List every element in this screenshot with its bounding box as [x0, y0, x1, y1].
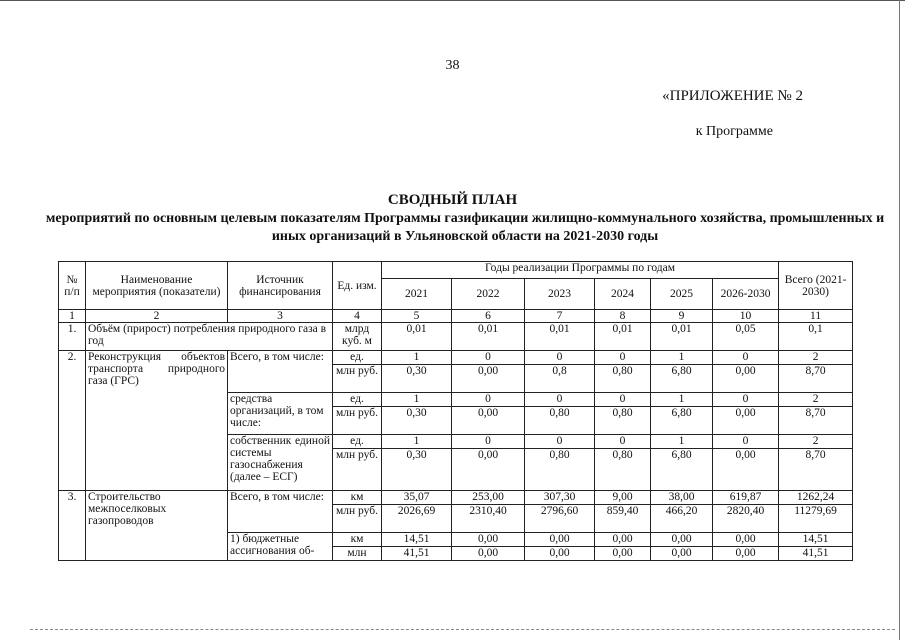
unit-cell: млн руб.: [333, 407, 382, 435]
header-year: 2025: [651, 279, 713, 310]
value-cell: 0,8: [525, 365, 595, 393]
header-name: Наименование мероприятия (показатели): [86, 262, 228, 310]
unit-cell: ед.: [333, 351, 382, 365]
column-number: 1: [59, 310, 86, 323]
column-number: 8: [595, 310, 651, 323]
table-row: [59, 491, 853, 505]
column-number: 6: [452, 310, 525, 323]
value-cell: 466,20: [651, 505, 713, 533]
value-cell: 0,00: [452, 407, 525, 435]
header-year: 2026-2030: [713, 279, 779, 310]
value-cell: 8,70: [779, 449, 853, 491]
value-cell: 6,80: [651, 365, 713, 393]
header-unit: Ед. изм.: [333, 262, 382, 310]
value-cell: 253,00: [452, 491, 525, 505]
value-cell: 14,51: [779, 533, 853, 547]
source-cell: средства организаций, в том числе:: [228, 393, 333, 435]
row-number: 1.: [59, 323, 86, 351]
value-cell: 1: [382, 393, 452, 407]
value-cell: 0,01: [525, 323, 595, 351]
value-cell: 0,80: [595, 407, 651, 435]
unit-cell: млрд куб. м: [333, 323, 382, 351]
value-cell: 35,07: [382, 491, 452, 505]
value-cell: 0: [452, 435, 525, 449]
value-cell: 0: [595, 435, 651, 449]
header-source: Источник финансирования: [228, 262, 333, 310]
value-cell: 8,70: [779, 407, 853, 435]
header-total: Всего (2021-2030): [779, 262, 853, 310]
value-cell: 0,00: [452, 533, 525, 547]
row-number: 2.: [59, 351, 86, 491]
document-subtitle: мероприятий по основным целевым показателям Программы газификации жилищно-коммунального хозяйства, промышленных и иных организаций в Ульяновской области на 2021-2030 годы: [45, 211, 885, 244]
value-cell: 1: [382, 351, 452, 365]
value-cell: 0: [713, 351, 779, 365]
value-cell: 0,30: [382, 365, 452, 393]
unit-cell: км: [333, 491, 382, 505]
page-bottom-edge: [30, 629, 895, 630]
value-cell: 0,00: [651, 547, 713, 561]
source-cell: Всего, в том числе:: [228, 491, 333, 533]
row-name: Реконструкция объектов транспорта природного газа (ГРС): [86, 351, 228, 491]
column-number: 3: [228, 310, 333, 323]
value-cell: 0,1: [779, 323, 853, 351]
value-cell: 0,00: [713, 449, 779, 491]
value-cell: 0,00: [452, 547, 525, 561]
value-cell: 2820,40: [713, 505, 779, 533]
value-cell: 41,51: [382, 547, 452, 561]
value-cell: 1262,24: [779, 491, 853, 505]
value-cell: 1: [651, 351, 713, 365]
value-cell: 0,01: [382, 323, 452, 351]
unit-cell: км: [333, 533, 382, 547]
value-cell: 619,87: [713, 491, 779, 505]
column-numbers-row: [59, 310, 853, 323]
value-cell: 0,00: [595, 547, 651, 561]
value-cell: 0,05: [713, 323, 779, 351]
value-cell: 0,00: [713, 547, 779, 561]
value-cell: 0,00: [713, 407, 779, 435]
column-number: 10: [713, 310, 779, 323]
value-cell: 0,00: [452, 365, 525, 393]
value-cell: 0: [595, 393, 651, 407]
value-cell: 0,01: [595, 323, 651, 351]
value-cell: 0: [713, 393, 779, 407]
value-cell: 2796,60: [525, 505, 595, 533]
value-cell: 307,30: [525, 491, 595, 505]
header-row: [59, 262, 853, 279]
value-cell: 6,80: [651, 407, 713, 435]
value-cell: 0,00: [651, 533, 713, 547]
source-cell: Всего, в том числе:: [228, 351, 333, 393]
value-cell: 38,00: [651, 491, 713, 505]
column-number: 4: [333, 310, 382, 323]
value-cell: 1: [651, 393, 713, 407]
unit-cell: ед.: [333, 435, 382, 449]
page-number: 38: [445, 58, 460, 73]
value-cell: 11279,69: [779, 505, 853, 533]
value-cell: 2: [779, 351, 853, 365]
value-cell: 0: [525, 351, 595, 365]
value-cell: 14,51: [382, 533, 452, 547]
value-cell: 0,80: [525, 449, 595, 491]
value-cell: 1: [651, 435, 713, 449]
table-row: [59, 351, 853, 365]
column-number: 5: [382, 310, 452, 323]
source-cell: 1) бюджетные ассигнования об-: [228, 533, 333, 561]
value-cell: 0,80: [525, 407, 595, 435]
header-num: № п/п: [59, 262, 86, 310]
header-year: 2021: [382, 279, 452, 310]
row-name: Строительство межпоселковых газопроводов: [86, 491, 228, 561]
column-number: 9: [651, 310, 713, 323]
unit-cell: млн руб.: [333, 505, 382, 533]
value-cell: 0,00: [525, 547, 595, 561]
value-cell: 2310,40: [452, 505, 525, 533]
value-cell: 2026,69: [382, 505, 452, 533]
value-cell: 6,80: [651, 449, 713, 491]
value-cell: 0,00: [595, 533, 651, 547]
value-cell: 0: [525, 435, 595, 449]
value-cell: 0,01: [651, 323, 713, 351]
value-cell: 0,80: [595, 449, 651, 491]
row-number: 3.: [59, 491, 86, 561]
value-cell: 0,00: [452, 449, 525, 491]
page-top-edge: [0, 0, 905, 1]
value-cell: 0,80: [595, 365, 651, 393]
source-cell: собственник единой системы газоснабжения (далее – ЕСГ): [228, 435, 333, 491]
unit-cell: млн руб.: [333, 449, 382, 491]
unit-cell: ед.: [333, 393, 382, 407]
value-cell: 2: [779, 393, 853, 407]
column-number: 7: [525, 310, 595, 323]
value-cell: 0,01: [452, 323, 525, 351]
header-year: 2024: [595, 279, 651, 310]
value-cell: 1: [382, 435, 452, 449]
value-cell: 9,00: [595, 491, 651, 505]
column-number: 11: [779, 310, 853, 323]
value-cell: 0: [595, 351, 651, 365]
unit-cell: млн: [333, 547, 382, 561]
value-cell: 0: [525, 393, 595, 407]
value-cell: 2: [779, 435, 853, 449]
row-name: Объём (прирост) потребления природного газа в год: [86, 323, 333, 351]
value-cell: 859,40: [595, 505, 651, 533]
summary-plan-table: [58, 261, 853, 561]
value-cell: 0,30: [382, 449, 452, 491]
column-number: 2: [86, 310, 228, 323]
unit-cell: млн руб.: [333, 365, 382, 393]
header-years-group: Годы реализации Программы по годам: [382, 262, 779, 279]
page-right-edge: [899, 0, 900, 640]
value-cell: 8,70: [779, 365, 853, 393]
value-cell: 0: [452, 393, 525, 407]
value-cell: 0,00: [713, 365, 779, 393]
appendix-label: «ПРИЛОЖЕНИЕ № 2: [662, 88, 803, 104]
header-year: 2022: [452, 279, 525, 310]
value-cell: 0: [713, 435, 779, 449]
value-cell: 0,00: [713, 533, 779, 547]
value-cell: 41,51: [779, 547, 853, 561]
header-year: 2023: [525, 279, 595, 310]
value-cell: 0: [452, 351, 525, 365]
value-cell: 0,30: [382, 407, 452, 435]
document-title: СВОДНЫЙ ПЛАН: [387, 192, 518, 208]
to-program-label: к Программе: [695, 124, 773, 139]
value-cell: 0,00: [525, 533, 595, 547]
table-row: [59, 323, 853, 351]
